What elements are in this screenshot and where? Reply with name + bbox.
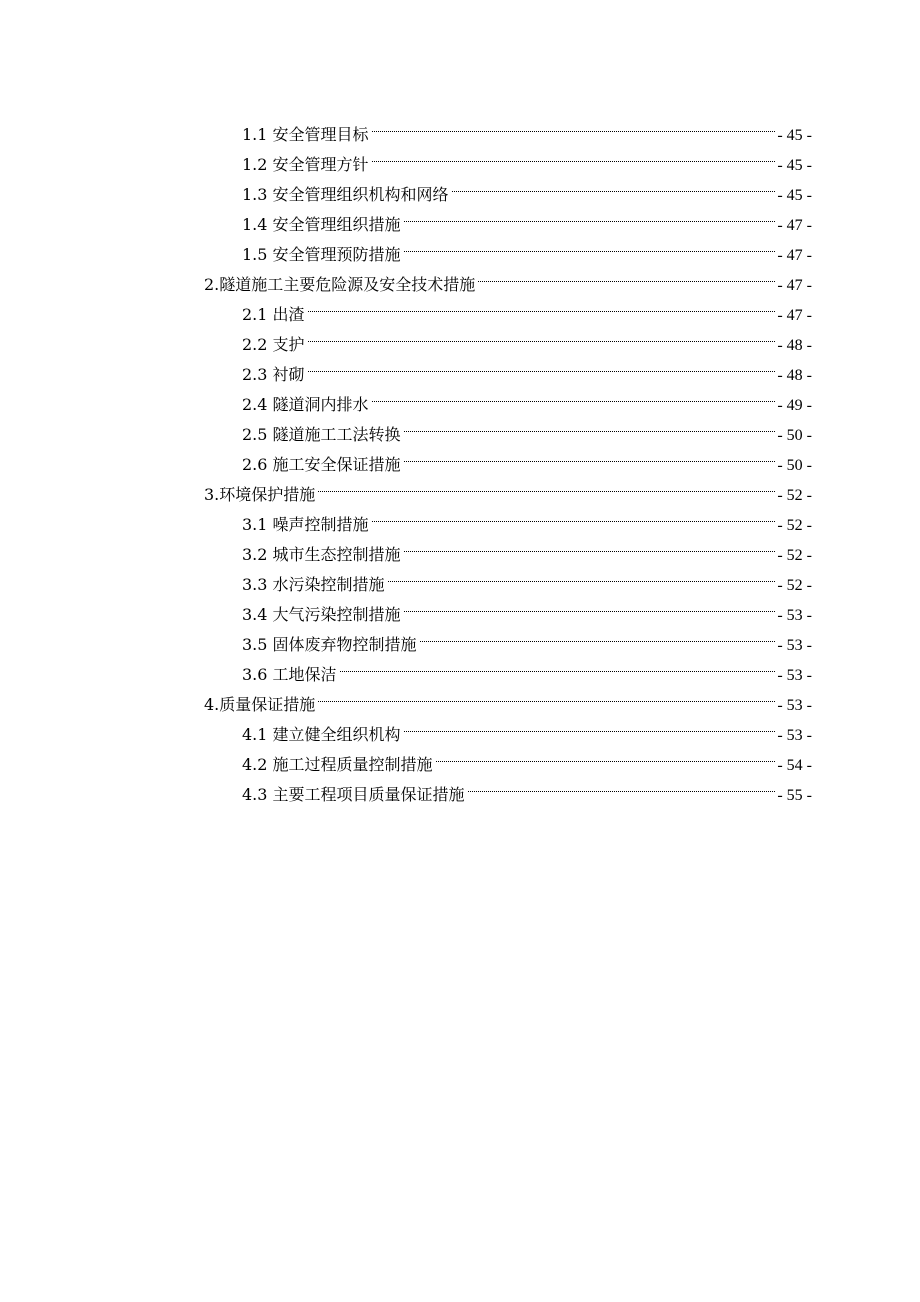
toc-page-number: - 48 -: [777, 367, 812, 384]
toc-dot-leader: [308, 320, 776, 350]
toc-entry-title: 1.2 安全管理方针: [242, 155, 369, 174]
toc-dot-leader: [404, 410, 776, 440]
toc-page-number: - 45 -: [777, 157, 812, 174]
toc-dot-leader: [404, 590, 776, 620]
toc-entry-title: 3.5 固体废弃物控制措施: [242, 635, 417, 654]
toc-entry-title: 2.6 施工安全保证措施: [242, 455, 401, 474]
toc-entry-title: 2.5 隧道施工工法转换: [242, 425, 401, 444]
toc-entry-title: 1.4 安全管理组织措施: [242, 215, 401, 234]
toc-dot-leader: [318, 680, 775, 710]
toc-page-number: - 53 -: [777, 607, 812, 624]
toc-dot-leader: [318, 470, 775, 500]
toc-entry-title: 1.3 安全管理组织机构和网络: [242, 185, 449, 204]
toc-page-number: - 52 -: [777, 547, 812, 564]
toc-dot-leader: [372, 380, 776, 410]
toc-page-number: - 53 -: [777, 667, 812, 684]
toc-entry-title: 1.5 安全管理预防措施: [242, 245, 401, 264]
toc-entry-title: 3.2 城市生态控制措施: [242, 545, 401, 564]
toc-page-number: - 50 -: [777, 427, 812, 444]
toc-page-number: - 53 -: [777, 727, 812, 744]
toc-page-number: - 49 -: [777, 397, 812, 414]
toc-dot-leader: [452, 170, 776, 200]
toc-dot-leader: [436, 740, 776, 770]
toc-page-number: - 54 -: [777, 757, 812, 774]
toc-dot-leader: [404, 710, 776, 740]
toc-entry-title: 4.质量保证措施: [204, 695, 316, 714]
toc-page-number: - 48 -: [777, 337, 812, 354]
toc-dot-leader: [340, 650, 776, 680]
toc-entry-title: 2.4 隧道洞内排水: [242, 395, 369, 414]
toc-dot-leader: [308, 350, 776, 380]
toc-dot-leader: [420, 620, 776, 650]
toc-dot-leader: [372, 140, 776, 170]
toc-page-number: - 47 -: [777, 217, 812, 234]
toc-dot-leader: [404, 200, 776, 230]
toc-page-number: - 45 -: [777, 187, 812, 204]
toc-entry-title: 4.1 建立健全组织机构: [242, 725, 401, 744]
toc-entry-title: 4.2 施工过程质量控制措施: [242, 755, 433, 774]
toc-dot-leader: [388, 560, 776, 590]
toc-entry[interactable]: [204, 110, 812, 144]
toc-page-number: - 52 -: [777, 517, 812, 534]
toc-entry-title: 1.1 安全管理目标: [242, 125, 369, 144]
toc-page-number: - 45 -: [777, 127, 812, 144]
toc-entry-title: 3.4 大气污染控制措施: [242, 605, 401, 624]
toc-page-number: - 52 -: [777, 487, 812, 504]
toc-entry-title: 2.3 衬砌: [242, 365, 305, 384]
toc-page-number: - 47 -: [777, 307, 812, 324]
toc-dot-leader: [372, 500, 776, 530]
toc-dot-leader: [404, 230, 776, 260]
toc-entry-title: 3.1 噪声控制措施: [242, 515, 369, 534]
toc-page-number: - 47 -: [777, 247, 812, 264]
toc-page-number: - 50 -: [777, 457, 812, 474]
toc-page-number: - 53 -: [777, 637, 812, 654]
toc-entry-title: 3.环境保护措施: [204, 485, 316, 504]
toc-dot-leader: [468, 770, 776, 800]
toc-page-number: - 47 -: [777, 277, 812, 294]
toc-entry-title: 3.6 工地保洁: [242, 665, 337, 684]
toc-dot-leader: [404, 440, 776, 470]
toc-page-number: - 52 -: [777, 577, 812, 594]
toc-entry-title: 2.隧道施工主要危险源及安全技术措施: [204, 275, 476, 294]
toc-page-number: - 55 -: [777, 787, 812, 804]
toc-entry-title: 4.3 主要工程项目质量保证措施: [242, 785, 465, 804]
toc-dot-leader: [478, 260, 775, 290]
toc-dot-leader: [404, 530, 776, 560]
table-of-contents: [204, 110, 812, 804]
toc-entry-title: 2.1 出渣: [242, 305, 305, 324]
toc-dot-leader: [372, 110, 776, 140]
toc-entry-title: 2.2 支护: [242, 335, 305, 354]
toc-dot-leader: [308, 290, 776, 320]
toc-page-number: - 53 -: [777, 697, 812, 714]
toc-entry-title: 3.3 水污染控制措施: [242, 575, 385, 594]
